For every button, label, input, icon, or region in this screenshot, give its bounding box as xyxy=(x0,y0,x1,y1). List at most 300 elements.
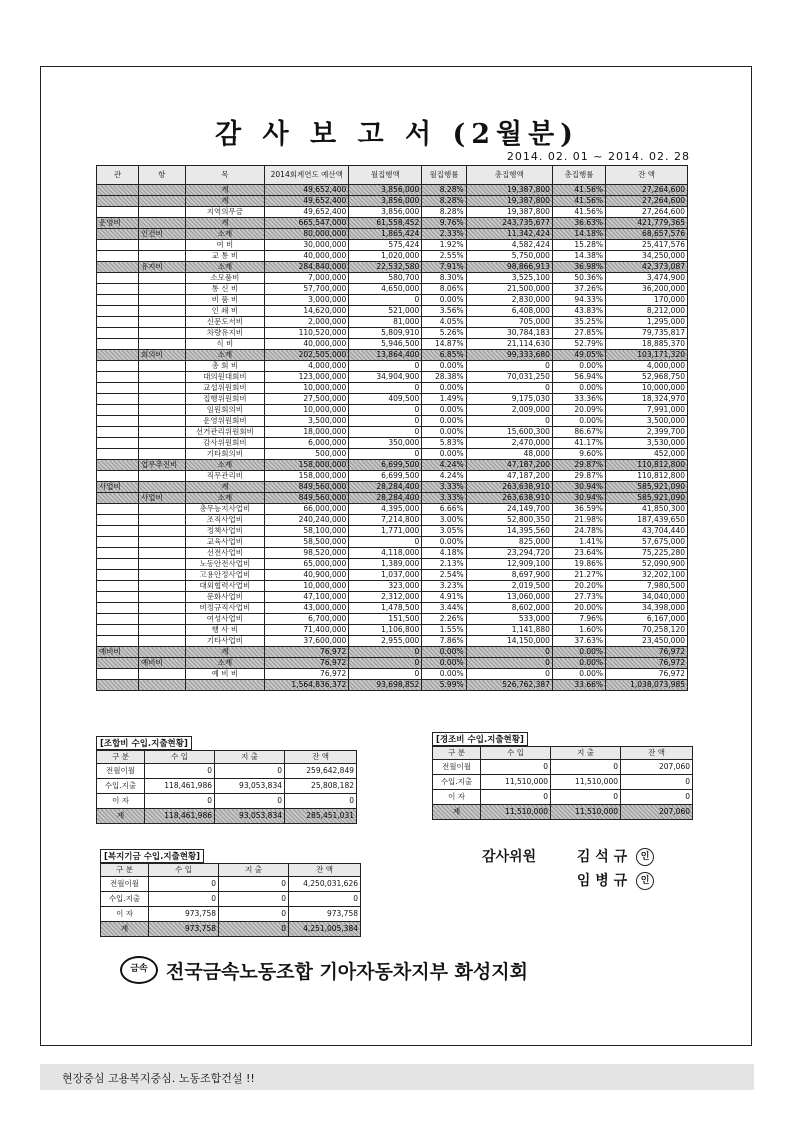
table-cell: 28.38% xyxy=(422,372,466,383)
auditor-label: 감사위원 xyxy=(482,849,537,865)
table-cell: 예비비 xyxy=(139,658,185,669)
table-cell: 41.56% xyxy=(552,185,605,196)
table-cell: 2.33% xyxy=(422,229,466,240)
table-cell: 76,972 xyxy=(265,658,349,669)
table-cell xyxy=(97,328,139,339)
table-cell xyxy=(97,306,139,317)
table-cell: 0 xyxy=(215,764,285,779)
table-cell: 0 xyxy=(466,658,552,669)
table-cell: 0.00% xyxy=(552,658,605,669)
table-cell xyxy=(139,196,185,207)
table-cell: 7.86% xyxy=(422,636,466,647)
table-cell: 예 비 비 xyxy=(185,669,265,680)
table-cell xyxy=(97,680,139,691)
table-cell: 57,700,000 xyxy=(265,284,349,295)
table-cell: 849,560,000 xyxy=(265,493,349,504)
col-header: 관 xyxy=(97,166,139,185)
table-cell: 66,000,000 xyxy=(265,504,349,515)
table-cell: 79,735,817 xyxy=(606,328,688,339)
table-cell xyxy=(139,647,185,658)
table-cell: 1,106,800 xyxy=(349,625,422,636)
table-cell: 2.55% xyxy=(422,251,466,262)
table-row xyxy=(97,416,688,427)
table-cell xyxy=(97,185,139,196)
table-cell: 0 xyxy=(349,416,422,427)
table-cell: 41,850,300 xyxy=(606,504,688,515)
table-cell: 업무추진비 xyxy=(139,460,185,471)
table-cell: 3,856,000 xyxy=(349,207,422,218)
table-cell: 76,972 xyxy=(606,669,688,680)
table-cell: 23,294,720 xyxy=(466,548,552,559)
table-cell: 93,053,834 xyxy=(215,809,285,824)
table-cell: 행 사 비 xyxy=(185,625,265,636)
table-cell: 10,000,000 xyxy=(606,383,688,394)
table-cell: 32,202,100 xyxy=(606,570,688,581)
table-cell: 68,657,576 xyxy=(606,229,688,240)
table-cell: 0 xyxy=(285,794,357,809)
table-cell: 11,342,424 xyxy=(466,229,552,240)
table-cell xyxy=(139,504,185,515)
table-cell: 0.00% xyxy=(552,416,605,427)
table-cell: 158,000,000 xyxy=(265,460,349,471)
table-cell: 10,000,000 xyxy=(265,581,349,592)
table-cell: 52.79% xyxy=(552,339,605,350)
table-cell: 0 xyxy=(219,877,289,892)
table-row xyxy=(97,559,688,570)
table-row xyxy=(97,438,688,449)
table-cell: 3.33% xyxy=(422,493,466,504)
table-row xyxy=(97,592,688,603)
table-cell: 0.00% xyxy=(422,427,466,438)
table-cell: 70,031,250 xyxy=(466,372,552,383)
table-row xyxy=(97,427,688,438)
table-cell: 0 xyxy=(349,427,422,438)
table-cell: 인 쇄 비 xyxy=(185,306,265,317)
table-cell: 3.44% xyxy=(422,603,466,614)
table-cell: 21.98% xyxy=(552,515,605,526)
table-cell: 선전사업비 xyxy=(185,548,265,559)
table-cell: 10,000,000 xyxy=(265,405,349,416)
table-cell xyxy=(97,394,139,405)
table-cell: 30.94% xyxy=(552,493,605,504)
table-cell: 3,856,000 xyxy=(349,185,422,196)
table-cell: 24.78% xyxy=(552,526,605,537)
table-cell: 207,060 xyxy=(621,760,693,775)
table-cell: 263,638,910 xyxy=(466,493,552,504)
table-row xyxy=(101,892,361,907)
table-cell: 0.00% xyxy=(422,405,466,416)
table-cell: 76,972 xyxy=(265,647,349,658)
table-row xyxy=(97,449,688,460)
table-cell: 25,808,182 xyxy=(285,779,357,794)
table-cell: 4,118,000 xyxy=(349,548,422,559)
table-cell: 13,864,400 xyxy=(349,350,422,361)
table-cell: 41.56% xyxy=(552,196,605,207)
table-cell: 0 xyxy=(481,760,551,775)
table-cell: 323,000 xyxy=(349,581,422,592)
table-cell: 41.56% xyxy=(552,207,605,218)
table-cell: 50.36% xyxy=(552,273,605,284)
table-cell: 6,408,000 xyxy=(466,306,552,317)
table-cell: 526,762,387 xyxy=(466,680,552,691)
table-cell: 고용안정사업비 xyxy=(185,570,265,581)
table-cell: 2,399,700 xyxy=(606,427,688,438)
table-row xyxy=(97,471,688,482)
table-cell: 비정규직사업비 xyxy=(185,603,265,614)
table-cell: 4.24% xyxy=(422,471,466,482)
table-cell: 소계 xyxy=(185,229,265,240)
table-row xyxy=(97,350,688,361)
table-cell xyxy=(97,515,139,526)
table-cell: 0 xyxy=(289,892,361,907)
table-cell: 350,000 xyxy=(349,438,422,449)
table-row xyxy=(97,548,688,559)
table-cell: 1,295,000 xyxy=(606,317,688,328)
table-cell: 6,699,500 xyxy=(349,471,422,482)
table-cell: 직무관리비 xyxy=(185,471,265,482)
table-cell: 0.00% xyxy=(422,537,466,548)
auditor-row-2 xyxy=(482,870,654,894)
table-cell: 37,600,000 xyxy=(265,636,349,647)
table-cell: 사업비 xyxy=(97,482,139,493)
table-cell: 284,840,000 xyxy=(265,262,349,273)
table-cell: 76,972 xyxy=(606,647,688,658)
table-cell xyxy=(139,207,185,218)
table-cell: 825,000 xyxy=(466,537,552,548)
table-row xyxy=(97,284,688,295)
table-cell: 1.49% xyxy=(422,394,466,405)
table-cell: 7,991,000 xyxy=(606,405,688,416)
table-row xyxy=(97,328,688,339)
table-cell xyxy=(139,295,185,306)
table-cell xyxy=(139,482,185,493)
table-cell: 0 xyxy=(145,764,215,779)
table-cell: 0.00% xyxy=(422,669,466,680)
table-cell: 98,866,913 xyxy=(466,262,552,273)
table-row xyxy=(97,537,688,548)
table-cell: 0.00% xyxy=(422,383,466,394)
table-cell: 사업비 xyxy=(139,493,185,504)
table-cell: 소계 xyxy=(185,262,265,273)
table-cell: 93,053,834 xyxy=(215,779,285,794)
table-cell: 8.06% xyxy=(422,284,466,295)
table-row xyxy=(97,636,688,647)
table-cell xyxy=(139,570,185,581)
table-cell xyxy=(97,284,139,295)
table-cell: 49,652,400 xyxy=(265,185,349,196)
table-cell: 3.05% xyxy=(422,526,466,537)
table-cell xyxy=(97,537,139,548)
table-cell: 3,000,000 xyxy=(265,295,349,306)
table-cell: 27.85% xyxy=(552,328,605,339)
table-cell: 회의비 xyxy=(139,350,185,361)
table-cell xyxy=(97,207,139,218)
table-cell: 409,500 xyxy=(349,394,422,405)
table-cell: 0 xyxy=(145,794,215,809)
col-header: 수 입 xyxy=(481,747,551,760)
table-cell: 교육사업비 xyxy=(185,537,265,548)
table-cell: 34,250,000 xyxy=(606,251,688,262)
table-cell: 운영비 xyxy=(97,218,139,229)
table-cell: 49,652,400 xyxy=(265,207,349,218)
table-row xyxy=(97,680,688,691)
table-cell: 27,500,000 xyxy=(265,394,349,405)
table-cell: 여성사업비 xyxy=(185,614,265,625)
table-cell: 교섭위원회비 xyxy=(185,383,265,394)
table-cell xyxy=(139,471,185,482)
table-cell xyxy=(139,603,185,614)
col-header: 잔 액 xyxy=(285,751,357,764)
table-cell xyxy=(97,504,139,515)
table-cell: 2,000,000 xyxy=(265,317,349,328)
table-cell: 21,500,000 xyxy=(466,284,552,295)
table-cell: 7,980,500 xyxy=(606,581,688,592)
table-cell: 11,510,000 xyxy=(551,805,621,820)
table-cell: 24,149,700 xyxy=(466,504,552,515)
table-cell: 27,264,600 xyxy=(606,196,688,207)
table-cell: 정책사업비 xyxy=(185,526,265,537)
table-cell xyxy=(139,680,185,691)
table-cell xyxy=(139,625,185,636)
table-cell: 973,758 xyxy=(149,907,219,922)
table-cell: 6.85% xyxy=(422,350,466,361)
table-cell xyxy=(139,669,185,680)
table-cell: 0 xyxy=(215,794,285,809)
table-cell xyxy=(97,614,139,625)
table-cell: 기타사업비 xyxy=(185,636,265,647)
table-cell: 대의원대회비 xyxy=(185,372,265,383)
table-cell: 71,400,000 xyxy=(265,625,349,636)
table-cell: 0 xyxy=(481,790,551,805)
table-row xyxy=(97,405,688,416)
table-cell: 9,175,030 xyxy=(466,394,552,405)
table-row xyxy=(97,603,688,614)
col-header: 지 출 xyxy=(215,751,285,764)
table-cell: 4.24% xyxy=(422,460,466,471)
table-cell: 6.66% xyxy=(422,504,466,515)
report-period: 2014. 02. 01 ~ 2014. 02. 28 xyxy=(506,150,690,163)
table-cell: 40,000,000 xyxy=(265,251,349,262)
table-row xyxy=(97,262,688,273)
table-cell xyxy=(139,185,185,196)
table-cell: 41.17% xyxy=(552,438,605,449)
table-cell: 259,642,849 xyxy=(285,764,357,779)
table-cell: 19,387,800 xyxy=(466,196,552,207)
table-cell xyxy=(97,493,139,504)
table-cell: 1,020,000 xyxy=(349,251,422,262)
table-cell: 0.00% xyxy=(422,647,466,658)
table-cell xyxy=(97,350,139,361)
table-cell: 선거관리위원회비 xyxy=(185,427,265,438)
table-cell: 0 xyxy=(349,647,422,658)
table-cell: 80,000,000 xyxy=(265,229,349,240)
table-cell: 교 통 비 xyxy=(185,251,265,262)
table-cell xyxy=(97,669,139,680)
table-cell: 계 xyxy=(185,218,265,229)
table-cell xyxy=(97,339,139,350)
table-cell: 소계 xyxy=(185,493,265,504)
table-cell: 4,251,005,384 xyxy=(289,922,361,937)
table-cell: 5.99% xyxy=(422,680,466,691)
table-cell: 14,150,000 xyxy=(466,636,552,647)
col-header: 수 입 xyxy=(149,864,219,877)
col-header: 월집행액 xyxy=(349,166,422,185)
table-cell xyxy=(139,240,185,251)
table-row xyxy=(97,658,688,669)
table-cell: 차량유지비 xyxy=(185,328,265,339)
table-cell: 27,264,600 xyxy=(606,185,688,196)
table-cell: 2.26% xyxy=(422,614,466,625)
table-row xyxy=(97,614,688,625)
col-header: 총집행률 xyxy=(552,166,605,185)
table-cell xyxy=(139,559,185,570)
table-row xyxy=(97,482,688,493)
table-cell: 7.91% xyxy=(422,262,466,273)
table-cell: 소계 xyxy=(185,350,265,361)
table-cell xyxy=(139,449,185,460)
table-row xyxy=(433,760,693,775)
table-cell: 23,450,000 xyxy=(606,636,688,647)
table-cell: 0 xyxy=(551,760,621,775)
seal-icon: 인 xyxy=(636,872,654,890)
table-row xyxy=(101,907,361,922)
table-row xyxy=(97,526,688,537)
table-cell: 집행위원회비 xyxy=(185,394,265,405)
table-cell: 0.00% xyxy=(552,383,605,394)
table-cell: 대외협력사업비 xyxy=(185,581,265,592)
table-cell: 1,038,073,985 xyxy=(606,680,688,691)
table-cell: 3,525,100 xyxy=(466,273,552,284)
table-row xyxy=(433,775,693,790)
table-row xyxy=(97,207,688,218)
table-cell: 36.63% xyxy=(552,218,605,229)
table-cell: 0.00% xyxy=(422,361,466,372)
table-row xyxy=(97,794,357,809)
table-cell: 계 xyxy=(433,805,481,820)
table-cell xyxy=(97,317,139,328)
table-cell: 521,000 xyxy=(349,306,422,317)
table-cell xyxy=(97,471,139,482)
table-cell: 6,167,000 xyxy=(606,614,688,625)
table-cell: 575,424 xyxy=(349,240,422,251)
table-cell: 비 품 비 xyxy=(185,295,265,306)
col-header: 잔 액 xyxy=(621,747,693,760)
table-cell: 3,530,000 xyxy=(606,438,688,449)
table-cell xyxy=(139,537,185,548)
table-cell: 0 xyxy=(466,361,552,372)
table-cell: 0 xyxy=(466,383,552,394)
table-row xyxy=(97,669,688,680)
table-cell xyxy=(97,229,139,240)
table-cell: 207,060 xyxy=(621,805,693,820)
table-cell xyxy=(97,570,139,581)
table-row xyxy=(97,570,688,581)
table-cell: 7,214,800 xyxy=(349,515,422,526)
table-cell: 93,698,852 xyxy=(349,680,422,691)
table-cell: 0 xyxy=(149,877,219,892)
table-cell xyxy=(97,361,139,372)
table-cell: 지역의무금 xyxy=(185,207,265,218)
table-cell: 34,904,900 xyxy=(349,372,422,383)
table-cell: 110,812,800 xyxy=(606,471,688,482)
table-cell: 4,000,000 xyxy=(606,361,688,372)
table-cell: 4,582,424 xyxy=(466,240,552,251)
table-cell: 2,830,000 xyxy=(466,295,552,306)
table-row xyxy=(433,790,693,805)
auditor-name: 김 석 규 xyxy=(576,849,628,865)
table-cell xyxy=(97,372,139,383)
col-header: 목 xyxy=(185,166,265,185)
table-row xyxy=(97,361,688,372)
table-cell: 14,620,000 xyxy=(265,306,349,317)
table-cell: 식 비 xyxy=(185,339,265,350)
table-row xyxy=(97,295,688,306)
table-cell: 20.00% xyxy=(552,603,605,614)
table-cell: 3,500,000 xyxy=(606,416,688,427)
seal-icon: 인 xyxy=(636,848,654,866)
table-cell xyxy=(97,526,139,537)
table-cell: 94.33% xyxy=(552,295,605,306)
table-cell: 11,510,000 xyxy=(481,775,551,790)
table-cell: 조직사업비 xyxy=(185,515,265,526)
table-cell: 0.00% xyxy=(552,669,605,680)
table-cell: 2,470,000 xyxy=(466,438,552,449)
table-row xyxy=(97,185,688,196)
table-cell xyxy=(139,372,185,383)
table-cell: 1.55% xyxy=(422,625,466,636)
table-cell: 36,200,000 xyxy=(606,284,688,295)
table-cell: 인건비 xyxy=(139,229,185,240)
table-cell xyxy=(97,273,139,284)
table-cell xyxy=(139,405,185,416)
table-cell: 158,000,000 xyxy=(265,471,349,482)
table-cell: 18,324,970 xyxy=(606,394,688,405)
table-cell xyxy=(97,405,139,416)
table-cell: 0 xyxy=(621,790,693,805)
table-cell: 665,547,000 xyxy=(265,218,349,229)
table-cell: 0 xyxy=(621,775,693,790)
table-cell xyxy=(97,636,139,647)
table-cell: 1,141,880 xyxy=(466,625,552,636)
auditor-row-1 xyxy=(482,846,654,870)
table-cell: 0 xyxy=(551,790,621,805)
table-cell: 57,675,000 xyxy=(606,537,688,548)
table-cell: 10,000,000 xyxy=(265,383,349,394)
table-cell: 1,389,000 xyxy=(349,559,422,570)
table-cell: 56.94% xyxy=(552,372,605,383)
table-cell: 전월이월 xyxy=(433,760,481,775)
table-cell xyxy=(139,526,185,537)
table-cell: 총무능지사업비 xyxy=(185,504,265,515)
table-cell: 여 비 xyxy=(185,240,265,251)
table-cell: 계 xyxy=(185,482,265,493)
table-cell xyxy=(139,636,185,647)
table-cell xyxy=(185,680,265,691)
table-cell: 0 xyxy=(349,361,422,372)
table-cell: 30,000,000 xyxy=(265,240,349,251)
table-cell: 0.00% xyxy=(422,295,466,306)
table-row xyxy=(97,394,688,405)
budget-table xyxy=(96,165,688,691)
table-cell: 973,758 xyxy=(149,922,219,937)
table-cell: 8.28% xyxy=(422,207,466,218)
table-row xyxy=(97,218,688,229)
table-cell: 전월이월 xyxy=(97,764,145,779)
table-cell: 240,240,000 xyxy=(265,515,349,526)
table-cell: 2,019,500 xyxy=(466,581,552,592)
table-cell: 11,510,000 xyxy=(551,775,621,790)
table-cell: 3.00% xyxy=(422,515,466,526)
